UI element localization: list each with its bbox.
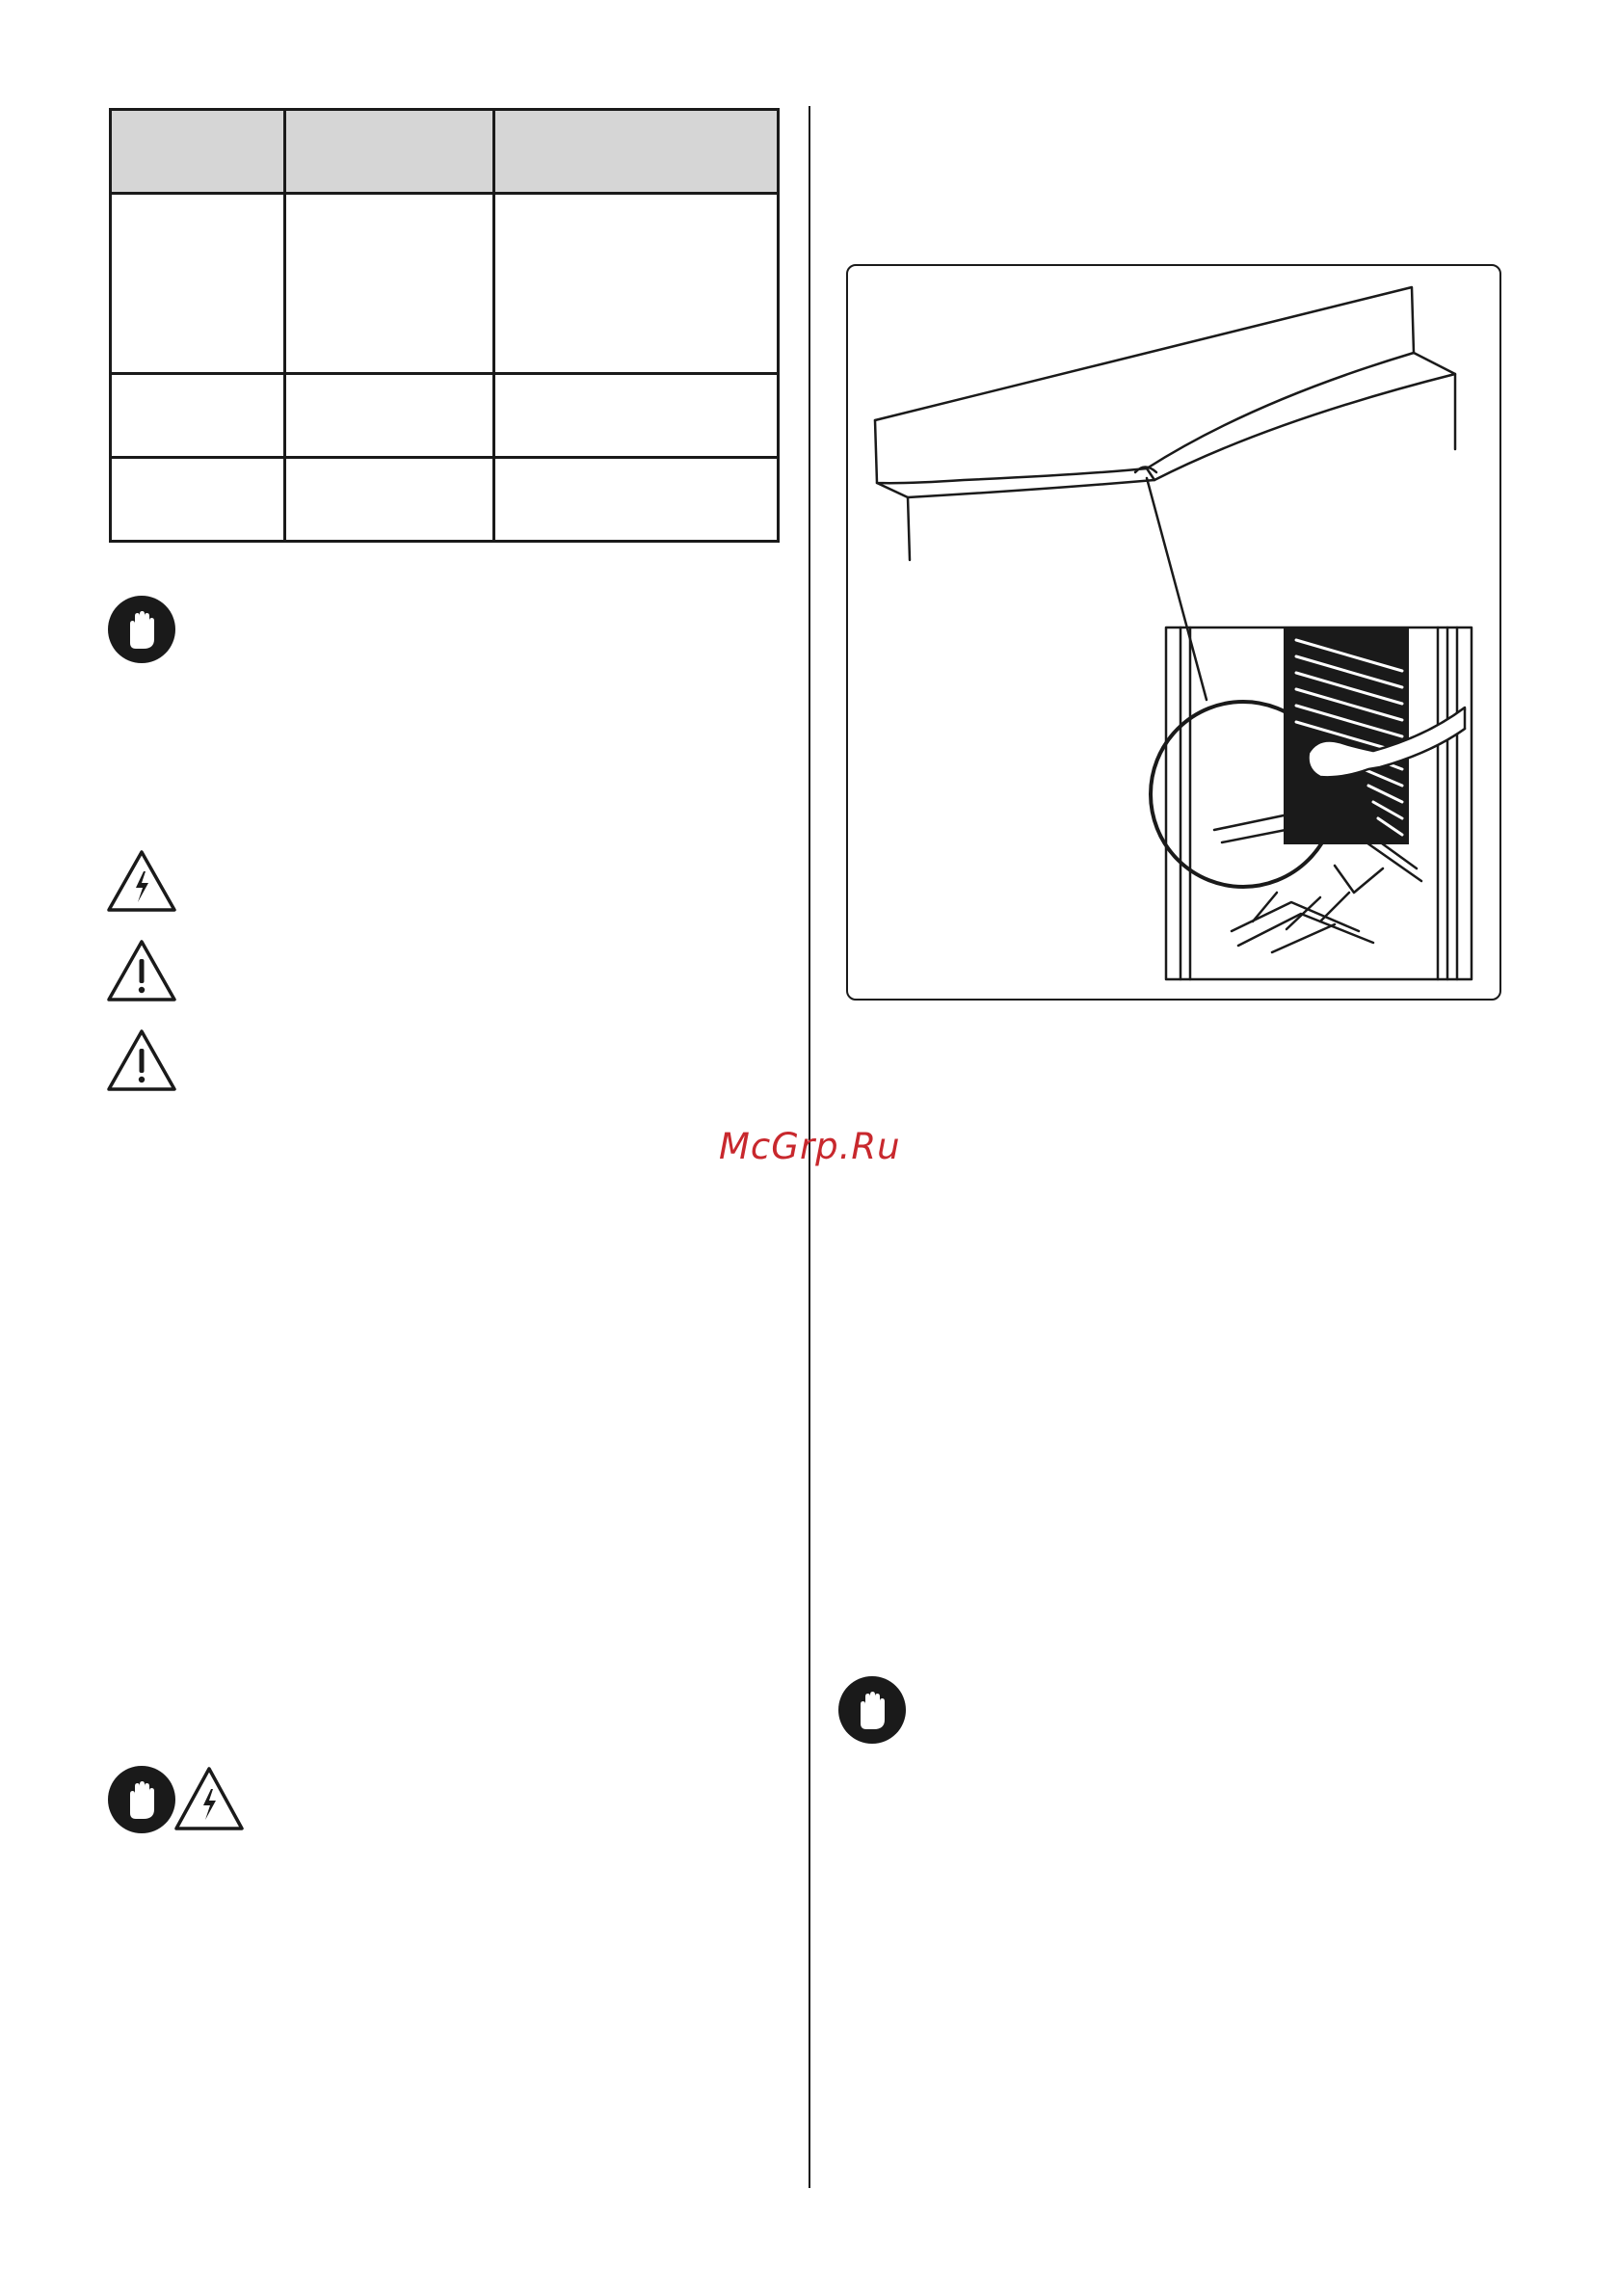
warning-exclamation-icon: [106, 938, 177, 1008]
data-table: [109, 108, 780, 541]
stop-hand-icon: [837, 1675, 907, 1749]
table-cell: [494, 194, 779, 374]
table-cell: [494, 458, 779, 542]
table-cell: [285, 374, 494, 458]
table-row: [111, 458, 779, 542]
electric-hazard-icon: [106, 848, 177, 919]
stop-hand-icon: [107, 595, 176, 669]
table-row: [111, 374, 779, 458]
illustration-figure: [846, 264, 1501, 1001]
electric-hazard-icon: [173, 1765, 245, 1837]
table-cell: [285, 458, 494, 542]
table-cell: [494, 374, 779, 458]
stop-hand-icon: [107, 1765, 176, 1839]
warning-exclamation-icon: [106, 1028, 177, 1098]
watermark: McGrp.Ru: [719, 1126, 901, 1167]
table-cell: [111, 458, 285, 542]
table-cell: [111, 194, 285, 374]
table-header-cell: [494, 110, 779, 194]
table-row: [111, 194, 779, 374]
table-header-cell: [285, 110, 494, 194]
table-header-cell: [111, 110, 285, 194]
table-header-row: [111, 110, 779, 194]
fridge-lamp-illustration: [848, 266, 1503, 1002]
table-cell: [111, 374, 285, 458]
table-cell: [285, 194, 494, 374]
